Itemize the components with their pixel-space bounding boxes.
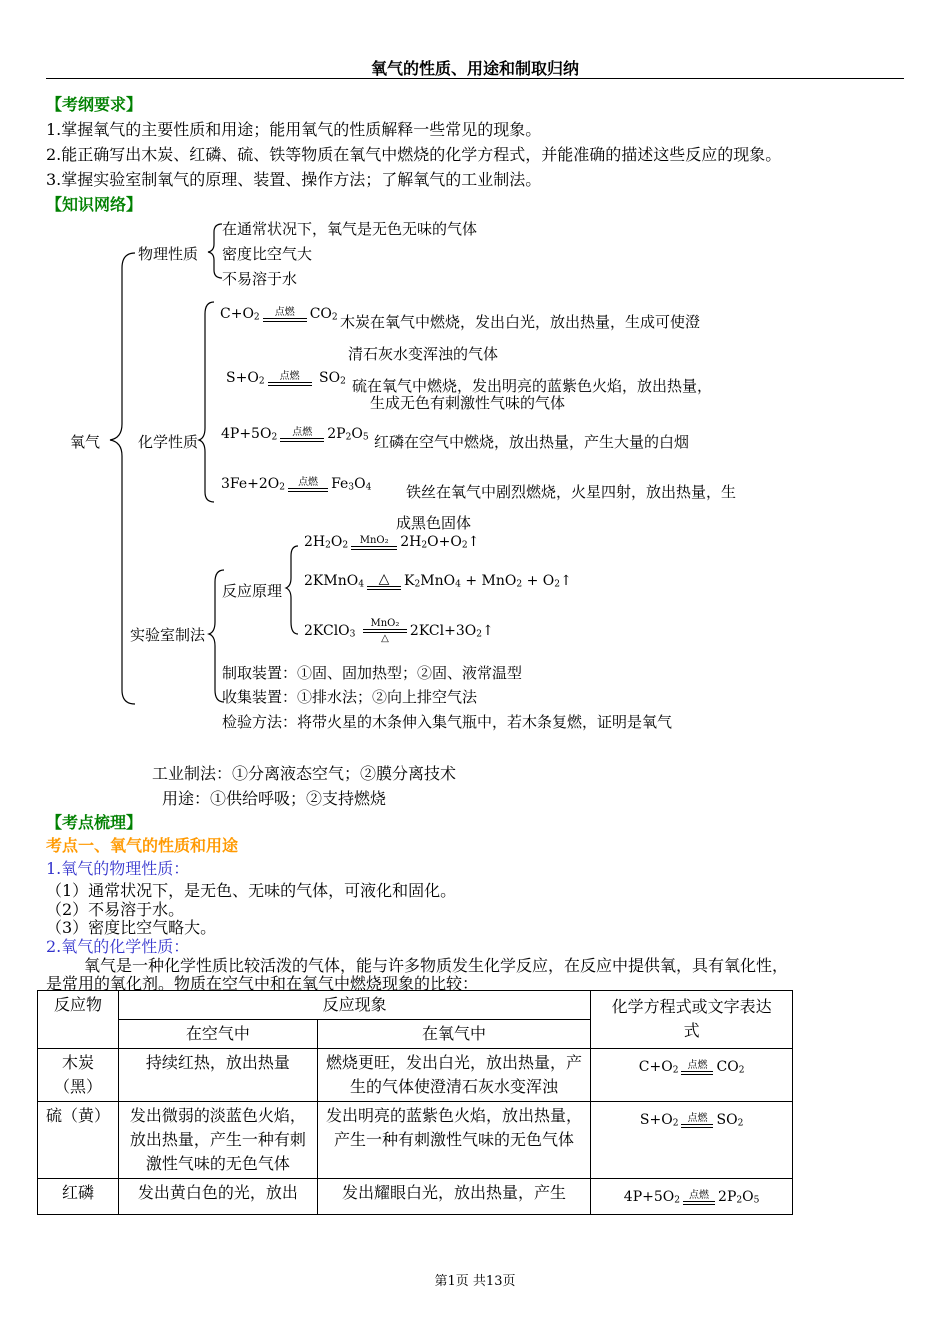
cell-air: 持续红热，放出热量 — [118, 1049, 317, 1102]
chem-desc-iron-2: 成黑色固体 — [396, 514, 472, 532]
chem-desc-phosphorus: 红磷在空气中燃烧，放出热量，产生大量的白烟 — [374, 433, 690, 451]
physical-point-2: （2）不易溶于水。 — [46, 900, 185, 919]
chem-desc-sulfur: 硫在氧气中燃烧，发出明亮的蓝紫色火焰，放出热量， — [352, 377, 713, 395]
combustion-comparison-table — [37, 990, 793, 1215]
chem-desc-carbon-2: 清石灰水变浑浊的气体 — [348, 345, 499, 363]
cell-air: 发出微弱的淡蓝色火焰，放出热量，产生一种有刺激性气味的无色气体 — [118, 1102, 317, 1179]
lab-label: 实验室制法 — [130, 626, 206, 644]
chem-desc-carbon: 木炭在氧气中燃烧，发出白光，放出热量，生成可使澄 — [340, 313, 701, 331]
section-requirements: 【考纲要求】 — [46, 95, 143, 114]
section-network: 【知识网络】 — [46, 195, 143, 214]
section-points: 【考点梳理】 — [46, 813, 143, 832]
lab-collect: 收集装置：①排水法；②向上排空气法 — [222, 688, 478, 706]
principle-label: 反应原理 — [222, 582, 283, 600]
cell-reactant: 硫（黄） — [38, 1102, 119, 1179]
chem-eq-sulfur: $S+O_2$ 点燃 $SO_2$ — [226, 370, 346, 387]
lab-test: 检验方法：将带火星的木条伸入集气瓶中，若木条复燃，证明是氧气 — [222, 713, 673, 731]
chemical-label: 化学性质 — [138, 433, 199, 451]
industrial-method: 工业制法：①分离液态空气；②膜分离技术 — [152, 764, 457, 783]
chem-desc-sulfur-2: 生成无色有刺激性气味的气体 — [370, 394, 566, 412]
cell-oxygen: 燃烧更旺，发出白光，放出热量，产生的气体使澄清石灰水变浑浊 — [317, 1049, 591, 1102]
cell-equation-sulfur: $S+O_2$ 点燃 $SO_2$ — [591, 1102, 793, 1179]
point1-heading: 考点一、氧气的性质和用途 — [46, 836, 239, 855]
table-row — [38, 1102, 793, 1179]
oxygen-uses: 用途：①供给呼吸；②支持燃烧 — [162, 789, 387, 808]
chemical-para-1: 氧气是一种化学性质比较活泼的气体，能与许多物质发生化学反应，在反应中提供氧，具有氧化性， — [84, 956, 789, 975]
chemical-para-2: 是常用的氧化剂。物质在空气中和在氧气中燃烧现象的比较： — [46, 974, 479, 993]
brace-principle — [286, 546, 298, 634]
header-in-oxygen: 在氧气中 — [317, 1020, 591, 1049]
lab-apparatus: 制取装置：①固、固加热型；②固、液常温型 — [222, 664, 523, 682]
cell-reactant: 木炭（黑） — [38, 1049, 119, 1102]
cell-air: 发出黄白色的光，放出 — [118, 1179, 317, 1215]
physical-point-3: （3）密度比空气略大。 — [46, 918, 217, 937]
chemical-heading: 2.氧气的化学性质： — [46, 937, 190, 956]
brace-physical — [208, 224, 222, 278]
network-root: 氧气 — [70, 433, 101, 451]
lab-eq-kmno4: 2KMnO$_4$ △ $K_2MnO_4 + MnO_2$ + $O_2↑$ — [304, 571, 572, 590]
physical-item-3: 不易溶于水 — [222, 270, 298, 288]
cell-equation-carbon: $C+O_2$ 点燃 $CO_2$ — [591, 1049, 793, 1102]
chem-eq-phosphorus: $4P+5O_2$ 点燃 $2P_2O_5$ — [221, 426, 369, 443]
physical-heading: 1.氧气的物理性质： — [46, 859, 190, 878]
cell-oxygen: 发出耀眼白光，放出热量，产生 — [317, 1179, 591, 1215]
table-row — [38, 1049, 793, 1102]
requirement-1: 1.掌握氧气的主要性质和用途；能用氧气的性质解释一些常见的现象。 — [46, 120, 542, 139]
requirement-2: 2.能正确写出木炭、红磷、硫、铁等物质在氧气中燃烧的化学方程式，并能准确的描述这些反应的现象。 — [46, 145, 782, 164]
page-title: 氧气的性质、用途和制取归纳 — [370, 59, 579, 78]
header-reactant: 反应物 — [38, 991, 119, 1049]
chem-eq-carbon: $C+O_2$ 点燃 $CO_2$ — [220, 306, 338, 323]
table-header-row — [38, 991, 793, 1020]
lab-eq-kclo3: 2KClO$_3$ MnO₂ △ $2KCl+3O_2↑$ — [304, 618, 494, 644]
cell-oxygen: 发出明亮的蓝紫色火焰，放出热量，产生一种有刺激性气味的无色气体 — [317, 1102, 591, 1179]
chem-desc-iron: 铁丝在氧气中剧烈燃烧，火星四射，放出热量，生 — [406, 483, 737, 501]
table-row — [38, 1179, 793, 1215]
physical-label: 物理性质 — [138, 245, 199, 263]
page-footer: 第1页 共13页 — [434, 1274, 516, 1289]
physical-item-1: 在通常状况下，氧气是无色无味的气体 — [222, 220, 478, 238]
header-phenomenon: 反应现象 — [118, 991, 590, 1020]
header-in-air: 在空气中 — [118, 1020, 317, 1049]
cell-equation-phosphorus: $4P+5O_2$ 点燃 $2P_2O_5$ — [591, 1179, 793, 1215]
physical-point-1: （1）通常状况下，是无色、无味的气体，可液化和固化。 — [46, 881, 457, 900]
chem-eq-iron: $3Fe+2O_2$ 点燃 $Fe_3O_4$ — [221, 476, 372, 493]
brace-chemical — [199, 302, 214, 502]
lab-eq-h2o2: $2H_2O_2$ MnO₂ $2H_2O+O_2↑$ — [304, 534, 480, 551]
header-equation: 化学方程式或文字表达式 — [591, 991, 793, 1049]
requirement-3: 3.掌握实验室制氧气的原理、装置、操作方法；了解氧气的工业制法。 — [46, 170, 542, 189]
physical-item-2: 密度比空气大 — [222, 245, 313, 263]
cell-reactant: 红磷 — [38, 1179, 119, 1215]
